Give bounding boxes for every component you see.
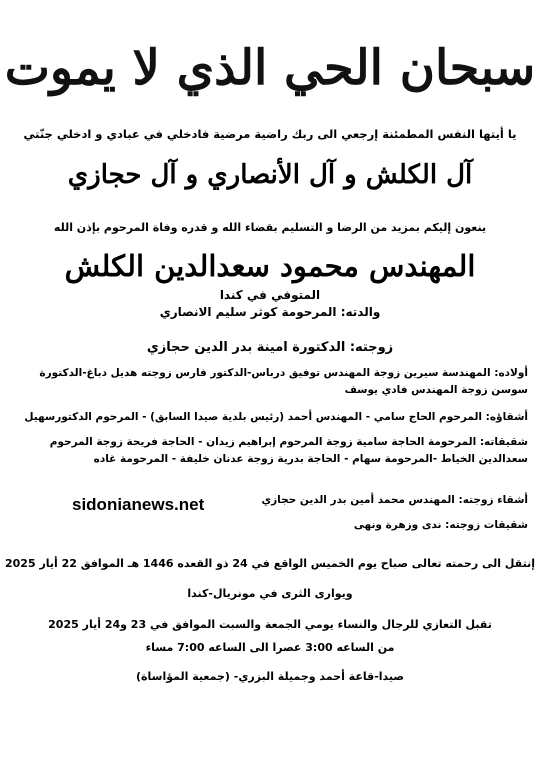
condolences-venue: صيدا-قاعة أحمد وجميلة البزري- (جمعية المؤاساة) [135, 670, 405, 683]
wife-sisters-line: شقيقات زوجته: ندى وزهرة ونهى [353, 519, 528, 531]
website-watermark: sidonianews.net [72, 495, 205, 514]
children-line: أولاده: المهندسة سيرين زوجة المهندس توفيق درباس-الدكتور فارس زوجته هديل دباغ-الدكتورة سوسن زوجة المهندس فادي يوسف [39, 367, 528, 396]
announcement-text: ينعون إليكم بمزيد من الرضا و التسليم بقضاء الله و قدره وفاة المرحوم بإذن الله [53, 221, 487, 234]
burial-place: ويوارى الثرى في مونريال-كندا [187, 587, 353, 600]
calligraphy-header: سبحان الحي الذي لا يموت [4, 40, 536, 96]
mother-name: والدته: المرحومة كوثر سليم الانصاري [159, 305, 381, 319]
condolences-days: تقبل التعازي للرجال والنساء يومي الجمعة والسبت الموافق في 23 و24 أيار 2025 [48, 618, 492, 631]
sisters-line: شقيقاته: المرحومة الحاجة سامية زوجة المرحوم إبراهيم زيدان - الحاجة فريحة زوجة المرحوم سعدالدين الخياط -المرحومة سهام - الحاجة بدرية زوجة عدنان خليفة - المرحومة غاده [49, 436, 528, 465]
wife-brothers-line: أشقاء زوجته: المهندس محمد أمين بدر الدين حجازي [261, 494, 528, 506]
condolences-hours: من الساعه 3:00 عصرا الى الساعه 7:00 مساء [145, 641, 395, 654]
quran-verse: يا أيتها النفس المطمئنة إرجعي الى ربك راضية مرضية فادخلي في عبادي و ادخلي جنّتي [23, 127, 517, 141]
families-title: آل الكلش و آل الأنصاري و آل حجازي [67, 160, 473, 190]
brothers-line: أشقاؤه: المرحوم الحاج سامي - المهندس أحمد (رئيس بلدية صيدا السابق) - المرحوم الدكتورسهيل [24, 411, 528, 423]
deceased-name: المهندس محمود سعدالدين الكلش [64, 249, 476, 283]
passing-date: إنتقل الى رحمته تعالى صباح يوم الخميس الواقع في 24 ذو القعده 1446 هـ الموافق 22 أيار 2025 [5, 557, 535, 570]
wife-line: زوجته: الدكتورة امينة بدر الدين حجازي [146, 340, 394, 355]
place-of-death: المتوفي في كندا [219, 288, 321, 302]
